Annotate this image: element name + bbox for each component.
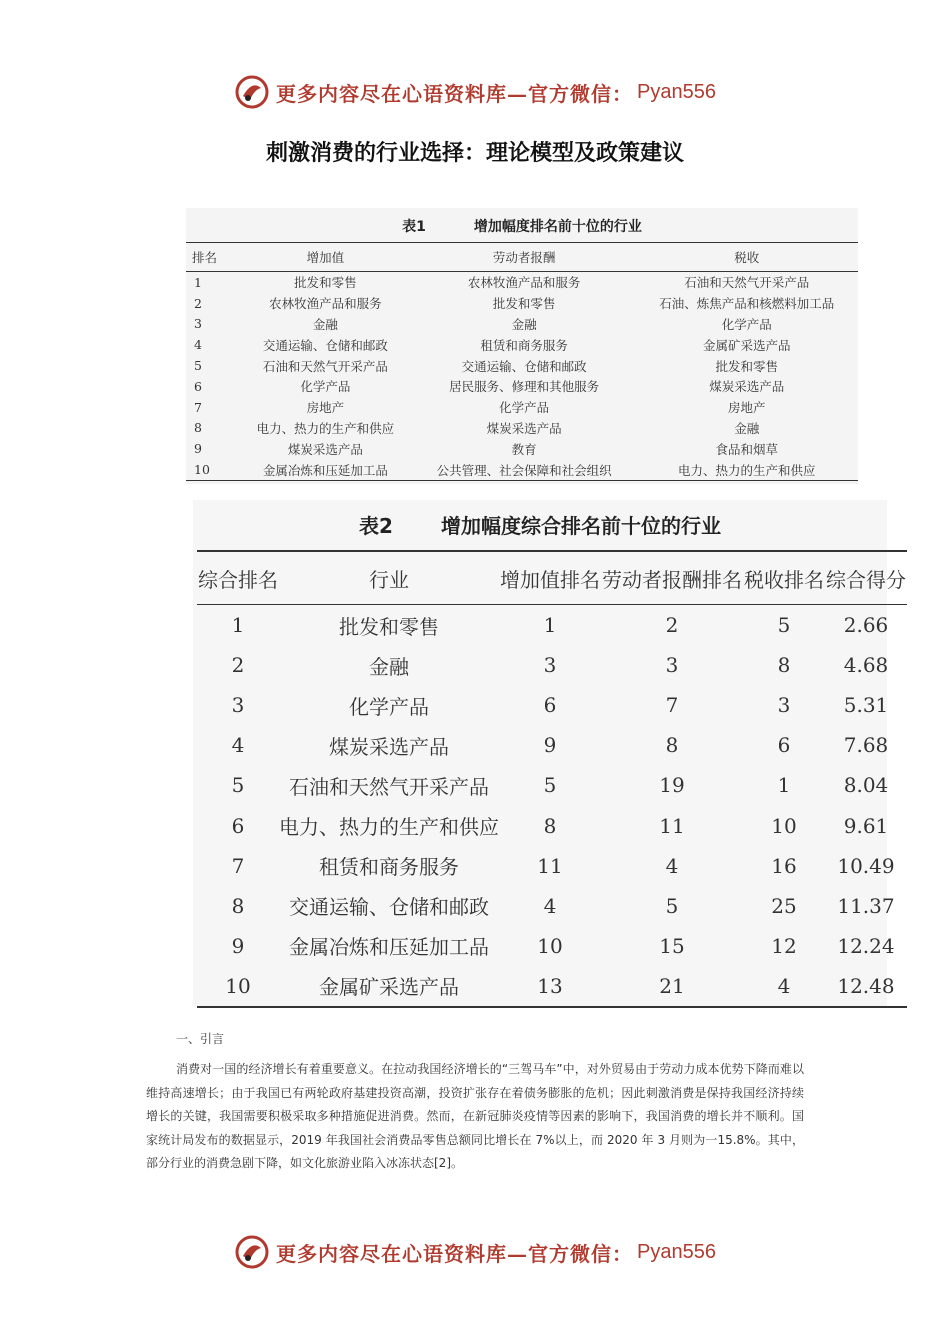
table1-cell: 交通运输、仓储和邮政 <box>262 337 388 353</box>
footer-banner <box>0 1230 950 1274</box>
table2-cell: 16 <box>771 853 797 878</box>
table2-cell: 11 <box>537 853 563 878</box>
table2-header-cell: 综合得分 <box>826 567 906 592</box>
table1-cell: 4 <box>194 337 202 353</box>
table2-cell: 租赁和商务服务 <box>319 855 459 880</box>
table1-cell: 房地产 <box>306 400 345 416</box>
table1-caption <box>186 216 858 236</box>
table2-cell: 金属冶炼和压延加工品 <box>289 935 489 960</box>
table2-cell: 19 <box>659 773 685 798</box>
table1-cell: 石油和天然气开采产品 <box>262 358 388 374</box>
table2-cell: 12.24 <box>837 933 895 958</box>
table1-cell: 食品和烟草 <box>715 441 778 457</box>
table1-cell: 居民服务、修理和其他服务 <box>449 379 600 395</box>
body-paragraph: 消费对一国的经济增长有着重要意义。在拉动我国经济增长的“三驾马车”中，对外贸易由于劳动力成本优势下降而难以维持高速增长；由于我国已有两轮政府基建投资高潮，投资扩张存在着债务膨胀的危机；因此刺激消费是保持我国经济持续增长的关键，我国需要积极采取多种措施促进消费。然而，在新冠肺炎疫情等因素的影响下，我国消费的增长并不顺利。国家统计局发布的数据显示，2019 年我国社会消费品零售总额同比增长在 7%以上，而 2020 年 3 月则为一15.8%。其中，部分行业的消费急剧下降，如文化旅游业陷入冰冻状态[2]。 <box>146 1062 804 1170</box>
table1-cell: 批发和零售 <box>715 358 778 374</box>
table1-row <box>186 272 858 293</box>
table2-header-cell: 增加值排名 <box>500 567 600 592</box>
table2-caption <box>193 510 887 539</box>
table2-row <box>197 966 907 1007</box>
table2-cell: 4 <box>231 733 245 758</box>
table2-cell: 石油和天然气开采产品 <box>289 774 489 799</box>
table2-row <box>197 765 907 805</box>
table1-header-row <box>186 243 858 272</box>
table2-cell: 10 <box>225 973 251 998</box>
table2-cell: 3 <box>543 653 557 678</box>
table1-cell: 农林牧渔产品和服务 <box>269 296 382 312</box>
table2-cell: 2 <box>665 613 679 638</box>
table1-row <box>186 438 858 459</box>
table2-cell: 2 <box>231 653 245 678</box>
table1-cell: 农林牧渔产品和服务 <box>467 275 581 291</box>
table2-number: 表2 <box>359 514 393 538</box>
table2-cell: 8 <box>543 813 557 838</box>
table1-number: 表1 <box>402 219 426 235</box>
section-heading: 一、引言 <box>176 1032 225 1046</box>
table2-row <box>197 926 907 966</box>
table2-cell: 8 <box>777 653 791 678</box>
table2-row <box>197 805 907 845</box>
table1-cell: 6 <box>194 378 202 394</box>
table2-cell: 3 <box>665 653 679 678</box>
table2-cell: 10 <box>537 933 563 958</box>
table2-cell: 1 <box>777 773 791 798</box>
table1-cell: 煤炭采选产品 <box>287 441 363 457</box>
table1-cell: 金属冶炼和压延加工品 <box>262 462 388 478</box>
table1-row <box>186 334 858 355</box>
table1 <box>186 242 858 481</box>
table2-title: 增加幅度综合排名前十位的行业 <box>440 514 721 538</box>
table1-cell: 煤炭采选产品 <box>709 379 785 395</box>
table2-figure <box>193 500 906 1006</box>
table2-row <box>197 886 907 926</box>
table2-row <box>197 605 907 646</box>
table1-header-cell: 增加值 <box>306 250 345 265</box>
table2-header-row <box>197 551 907 605</box>
table2-cell: 6 <box>777 733 791 758</box>
table2-cell: 10.49 <box>837 853 895 878</box>
banner-wechat-id: Pyan556 <box>637 1240 716 1263</box>
brand-logo-icon <box>234 1234 270 1270</box>
table1-cell: 教育 <box>511 441 537 457</box>
table2-cell: 3 <box>231 693 245 718</box>
table2-cell: 10 <box>771 813 797 838</box>
table2-cell: 25 <box>771 893 797 918</box>
table2-cell: 13 <box>537 973 563 998</box>
table2-header-cell: 行业 <box>369 567 409 592</box>
table2-cell: 7.68 <box>843 733 889 758</box>
table1-cell: 金属矿采选产品 <box>702 337 791 353</box>
table2-cell: 5 <box>777 613 791 638</box>
table1-cell: 石油、炼焦产品和核燃料加工品 <box>659 296 835 312</box>
table2-header-cell: 税收排名 <box>744 567 824 592</box>
table1-cell: 9 <box>194 441 202 457</box>
table2-cell: 4 <box>665 853 679 878</box>
table1-title: 增加幅度排名前十位的行业 <box>473 219 642 235</box>
table2-cell: 21 <box>659 973 685 998</box>
table2-cell: 8 <box>665 733 679 758</box>
table2-cell: 批发和零售 <box>339 614 439 639</box>
table1-cell: 公共管理、社会保障和社会组织 <box>436 462 612 478</box>
table2-cell: 交通运输、仓储和邮政 <box>289 895 489 920</box>
table1-cell: 金融 <box>734 420 760 436</box>
table1-cell: 化学产品 <box>300 379 351 395</box>
table1-row <box>186 418 858 439</box>
table1-cell: 3 <box>194 316 202 332</box>
table1-cell: 电力、热力的生产和供应 <box>677 462 816 478</box>
table2-cell: 11 <box>659 813 685 838</box>
table1-cell: 房地产 <box>727 400 766 416</box>
table2-cell: 9.61 <box>843 813 889 838</box>
table2-header-cell: 劳动者报酬排名 <box>602 567 742 592</box>
table1-row <box>186 293 858 314</box>
table1-row <box>186 459 858 480</box>
table2-cell: 6 <box>231 813 245 838</box>
table2-cell: 12.48 <box>837 973 895 998</box>
table2-cell: 9 <box>231 933 245 958</box>
table1-cell: 租赁和商务服务 <box>480 337 568 353</box>
table2-cell: 7 <box>231 853 245 878</box>
table1-cell: 10 <box>194 462 210 478</box>
table1-cell: 煤炭采选产品 <box>486 420 562 436</box>
table2-cell: 4 <box>543 893 557 918</box>
table1-figure <box>186 208 858 484</box>
table2-cell: 5.31 <box>843 693 889 718</box>
table1-cell: 批发和零售 <box>294 275 357 291</box>
table1-row <box>186 355 858 376</box>
table2-cell: 6 <box>543 693 557 718</box>
table2-cell: 11.37 <box>837 893 895 918</box>
table2-cell: 2.66 <box>843 613 889 638</box>
table2-cell: 4.68 <box>843 653 889 678</box>
table2-cell: 8.04 <box>843 773 889 798</box>
banner-text: 更多内容尽在心语资料库—官方微信： <box>276 1241 634 1266</box>
table1-cell: 石油和天然气开采产品 <box>684 275 810 291</box>
table1-cell: 批发和零售 <box>492 296 556 312</box>
table1-header-cell: 劳动者报酬 <box>492 250 556 265</box>
table1-header-cell: 税收 <box>734 250 760 265</box>
table1-header-cell: 排名 <box>192 250 218 265</box>
table2-cell: 12 <box>771 933 797 958</box>
document-title: 刺激消费的行业选择：理论模型及政策建议 <box>265 141 684 166</box>
banner-wechat-id: Pyan556 <box>637 80 716 103</box>
table2-cell: 化学产品 <box>349 694 429 719</box>
banner-text: 更多内容尽在心语资料库—官方微信： <box>276 81 634 106</box>
table1-cell: 交通运输、仓储和邮政 <box>461 358 587 374</box>
table2-cell: 金属矿采选产品 <box>319 975 459 1000</box>
table2-cell: 4 <box>777 973 791 998</box>
table1-cell: 7 <box>194 399 202 415</box>
table2-cell: 电力、热力的生产和供应 <box>279 815 499 840</box>
table2-cell: 1 <box>543 613 557 638</box>
table1-cell: 金融 <box>511 316 537 332</box>
table2-cell: 5 <box>665 893 679 918</box>
table1-cell: 电力、热力的生产和供应 <box>256 420 395 436</box>
table2-row <box>197 725 907 765</box>
table2-row <box>197 846 907 886</box>
table1-cell: 2 <box>194 295 202 311</box>
table2 <box>197 550 907 1008</box>
table2-cell: 5 <box>543 773 557 798</box>
table1-cell: 5 <box>194 358 202 374</box>
table2-cell: 煤炭采选产品 <box>329 734 449 759</box>
table2-cell: 金融 <box>369 654 409 679</box>
table2-cell: 3 <box>777 693 791 718</box>
table1-row <box>186 397 858 418</box>
table2-cell: 8 <box>231 893 245 918</box>
brand-logo-icon <box>234 74 270 110</box>
table1-row <box>186 376 858 397</box>
table1-cell: 化学产品 <box>721 316 772 332</box>
table1-cell: 金融 <box>312 316 338 332</box>
table2-cell: 15 <box>659 933 685 958</box>
table1-cell: 化学产品 <box>499 400 550 416</box>
table2-header-cell: 综合排名 <box>198 567 278 592</box>
table2-row <box>197 685 907 725</box>
table2-cell: 5 <box>231 773 245 798</box>
table2-row <box>197 645 907 685</box>
table1-cell: 1 <box>194 274 202 290</box>
table1-row <box>186 314 858 335</box>
table1-cell: 8 <box>194 420 202 436</box>
table2-cell: 9 <box>543 733 557 758</box>
table2-cell: 1 <box>231 613 245 638</box>
table2-cell: 7 <box>665 693 679 718</box>
header-banner <box>0 70 950 114</box>
